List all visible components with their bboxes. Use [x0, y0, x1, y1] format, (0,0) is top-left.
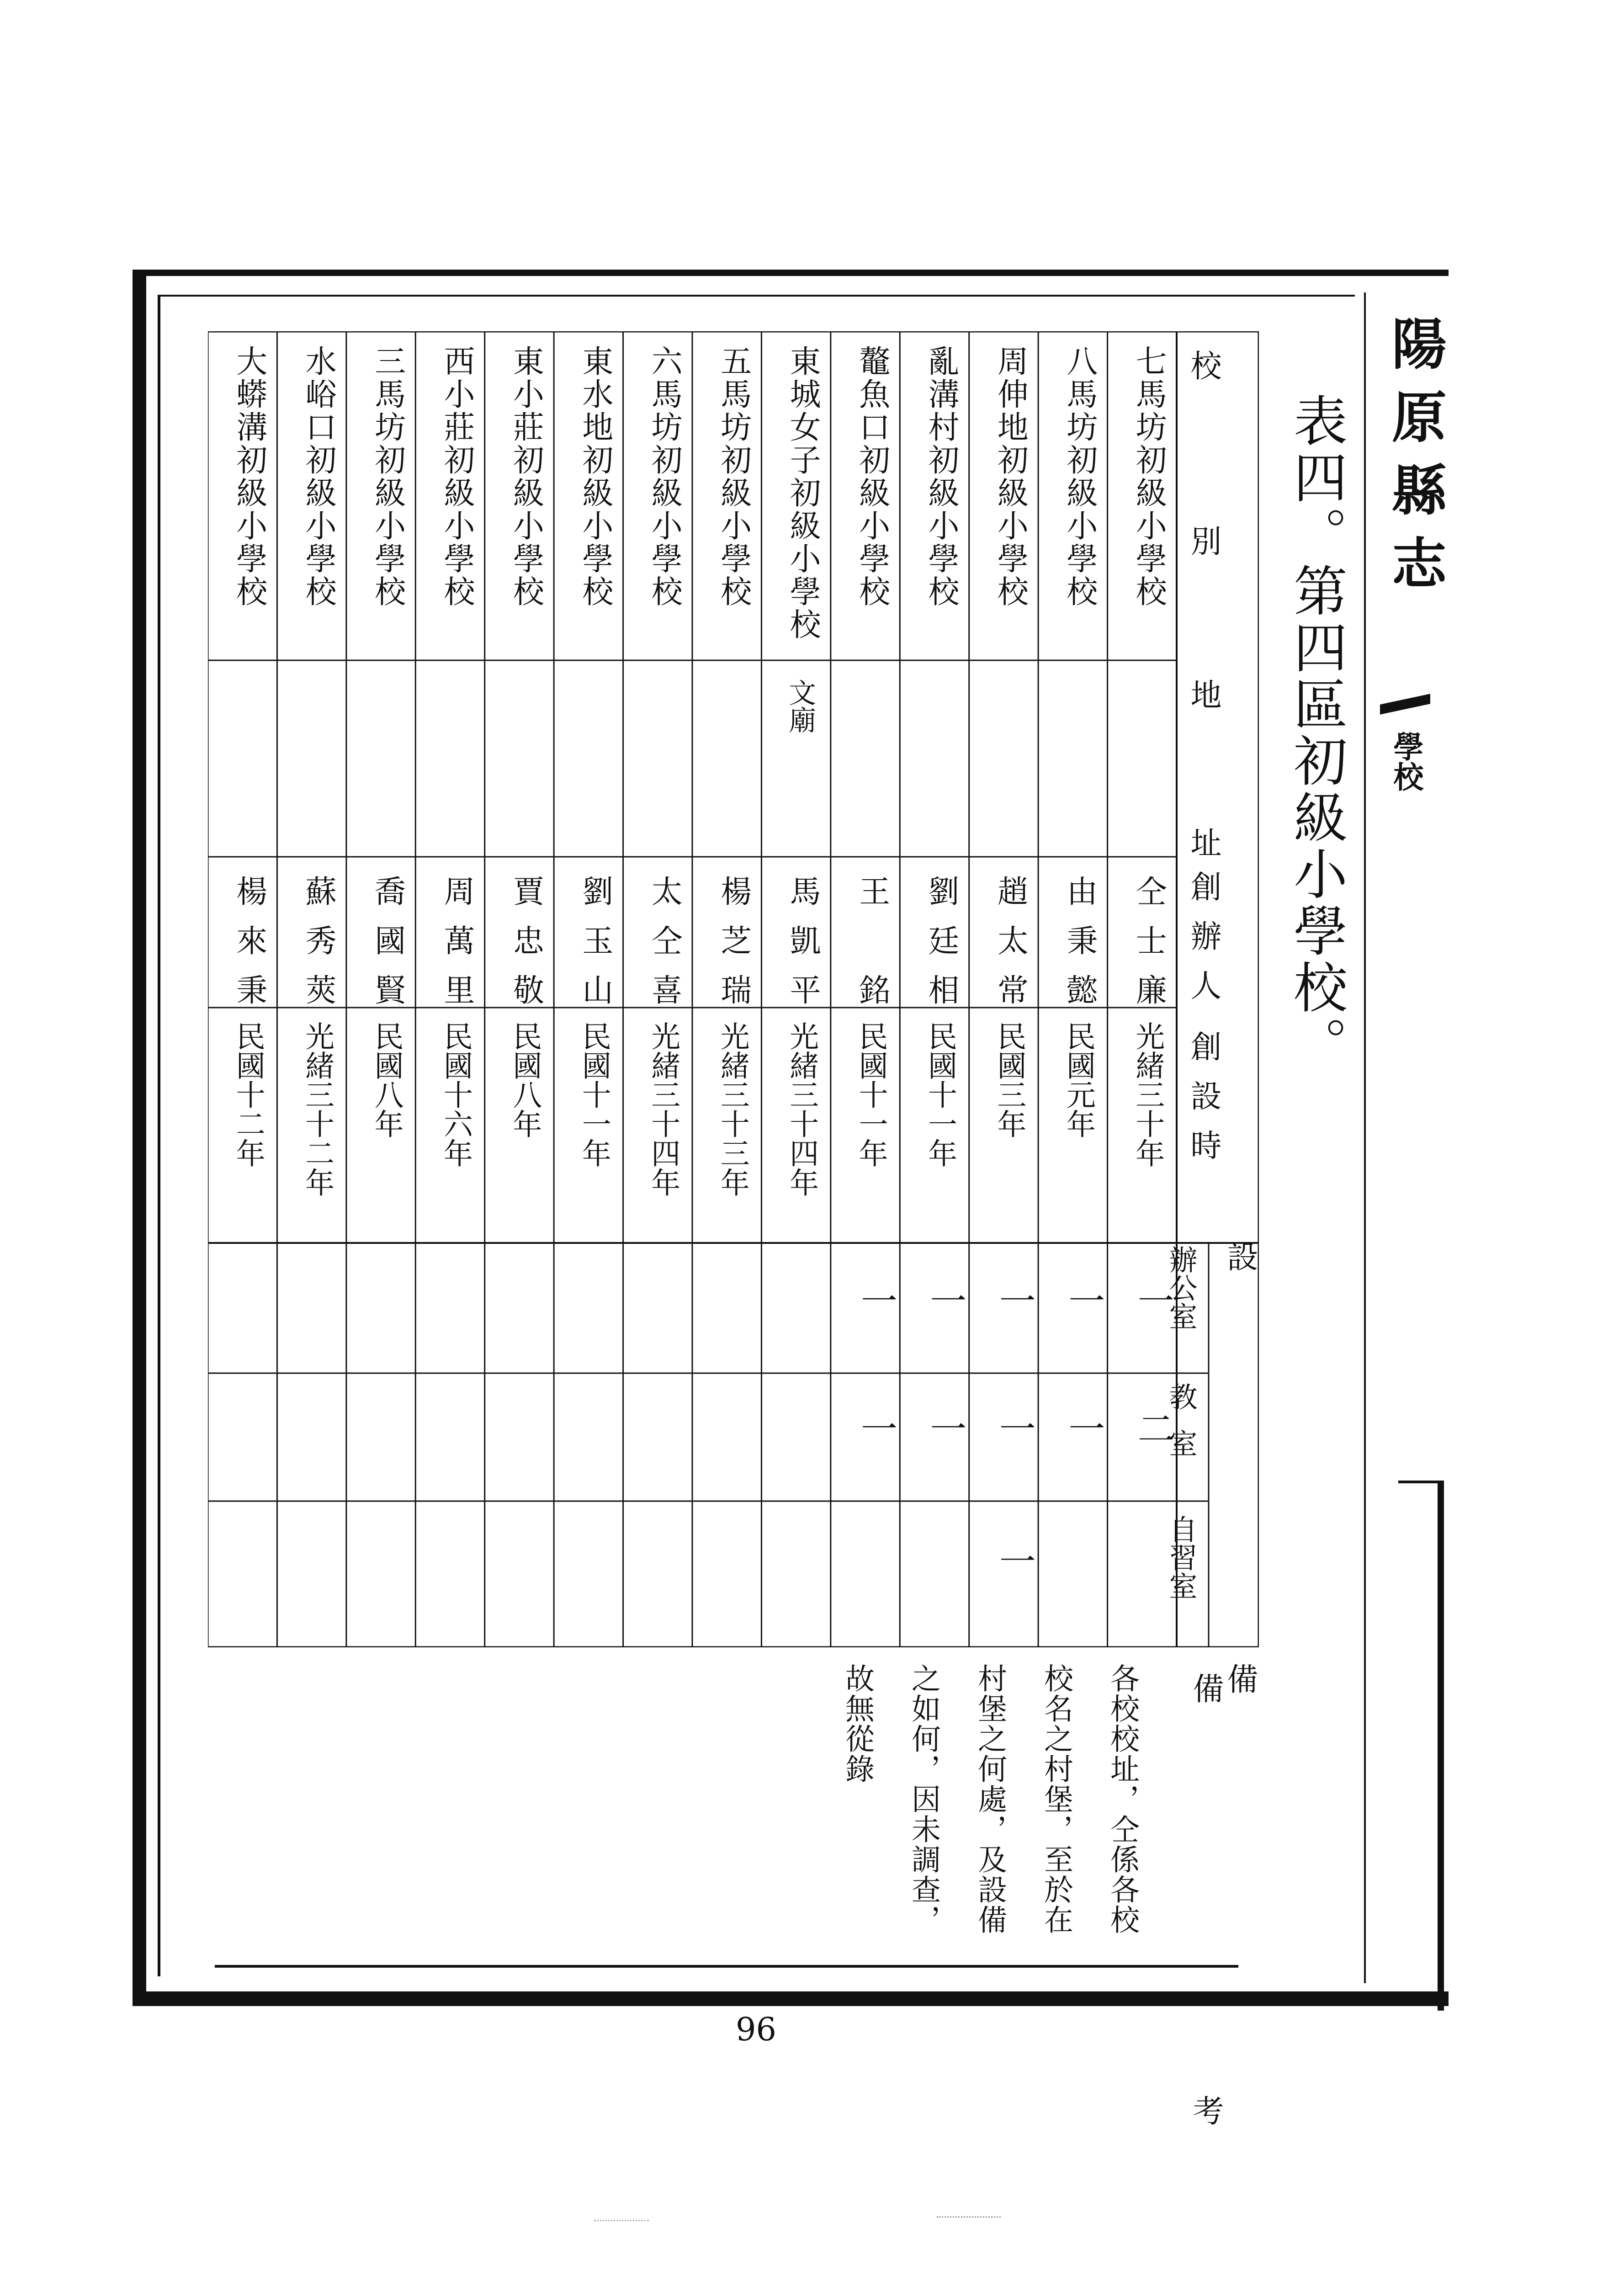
cell-school: 七馬坊初級小學校: [1130, 345, 1167, 608]
cell-founded: 民國元年: [1061, 1021, 1095, 1138]
section-name: 學校: [1388, 731, 1424, 791]
cell-office: 一: [1131, 1282, 1174, 1318]
cell-office: 一: [993, 1282, 1036, 1318]
cell-school: 水峪口初級小學校: [300, 345, 337, 608]
cell-classroom: 一: [924, 1410, 966, 1446]
cell-classroom: 一: [854, 1410, 897, 1446]
header-remarks: 備 考: [1188, 1672, 1224, 2235]
header-facilities: 設 備: [1222, 1241, 1258, 1804]
scan-speckle: [594, 2220, 649, 2223]
cell-founder: 楊來秉: [231, 875, 267, 1023]
cell-founder: 仝士廉: [1130, 875, 1167, 1023]
cell-school: 西小莊初級小學校: [439, 345, 475, 608]
cell-founded: 民國十一年: [854, 1021, 888, 1168]
cell-founded: 光緒三十三年: [715, 1021, 749, 1197]
remarks-line: 校名之村堡，至於在: [1039, 1663, 1073, 1935]
remarks-line: 故無從錄: [840, 1663, 874, 1784]
cell-school: 三馬坊初級小學校: [369, 345, 406, 608]
cell-school: 五馬坊初級小學校: [715, 345, 752, 608]
header-classroom: 教室: [1164, 1382, 1198, 1476]
cell-founder: 劉玉山: [577, 875, 613, 1023]
cell-founder: 蘇秀莢: [300, 875, 337, 1023]
header-office: 辦公室: [1164, 1245, 1198, 1330]
cell-founded: 光緒三十四年: [646, 1021, 680, 1197]
cell-school: 大蟒溝初級小學校: [231, 345, 267, 608]
edge-bracket: [1398, 1481, 1444, 2011]
cell-school: 六馬坊初級小學校: [646, 345, 683, 608]
cell-founder: 太仝喜: [646, 875, 683, 1023]
cell-founder: 趙太常: [992, 875, 1029, 1023]
cell-classroom: 二: [1131, 1410, 1174, 1446]
cell-founder: 楊芝瑞: [715, 875, 752, 1023]
cell-studyroom: 一: [993, 1542, 1036, 1579]
cell-school: 周伸地初級小學校: [992, 345, 1029, 608]
cell-founded: 民國十一年: [577, 1021, 611, 1168]
header-founder: 創辦人: [1185, 871, 1221, 1019]
cell-classroom: 一: [993, 1410, 1036, 1446]
cell-school: 東小莊初級小學校: [508, 345, 544, 608]
cell-founded: 光緒三十二年: [300, 1021, 334, 1197]
cell-founder: 賈忠敬: [508, 875, 544, 1023]
cell-office: 一: [854, 1282, 897, 1318]
cell-founder: 王 銘: [854, 875, 890, 1023]
book-title: 陽原縣志: [1383, 315, 1447, 608]
margin-line: [1364, 292, 1366, 1983]
cell-founded: 民國十一年: [923, 1021, 957, 1168]
table-title: 表四。第四區初級小學校。: [1284, 393, 1348, 1073]
remarks-line: 各校校址，仝係各校: [1105, 1663, 1139, 1935]
cell-founded: 民國八年: [369, 1021, 403, 1138]
cell-founded: 民國八年: [508, 1021, 542, 1138]
cell-founder: 喬國賢: [369, 875, 406, 1023]
cell-founded: 民國三年: [992, 1021, 1026, 1138]
header-studyroom: 自習室: [1164, 1515, 1198, 1600]
cell-school: 東水地初級小學校: [577, 345, 613, 608]
cell-classroom: 一: [1062, 1410, 1105, 1446]
page-number: 96: [736, 2011, 777, 2048]
cell-school: 東城女子初級小學校: [785, 345, 821, 641]
cell-office: 一: [924, 1282, 966, 1318]
remarks-line: 村堡之何處，及設備: [973, 1663, 1007, 1935]
header-founded: 創設時: [1185, 1030, 1221, 1178]
cell-founder: 劉廷相: [923, 875, 959, 1023]
bottom-rule: [215, 1965, 1238, 1968]
cell-school: 亂溝村初級小學校: [923, 345, 959, 608]
cell-founder: 馬凱平: [785, 875, 821, 1023]
cell-founder: 由秉懿: [1061, 875, 1098, 1023]
cell-founded: 光緒三十四年: [785, 1021, 819, 1197]
cell-founder: 周萬里: [439, 875, 475, 1023]
header-address: 地 址: [1185, 679, 1221, 876]
header-school: 校 別: [1185, 350, 1221, 584]
scan-speckle: [937, 2216, 1001, 2219]
cell-school: 鼇魚口初級小學校: [854, 345, 890, 608]
cell-office: 一: [1062, 1282, 1105, 1318]
cell-founded: 光緒三十年: [1130, 1021, 1165, 1168]
cell-founded: 民國十二年: [231, 1021, 265, 1168]
cell-founded: 民國十六年: [439, 1021, 472, 1168]
cell-school: 八馬坊初級小學校: [1061, 345, 1098, 608]
remarks-line: 之如何，因未調查，: [907, 1663, 940, 1935]
cell-address: 文廟: [784, 679, 817, 733]
